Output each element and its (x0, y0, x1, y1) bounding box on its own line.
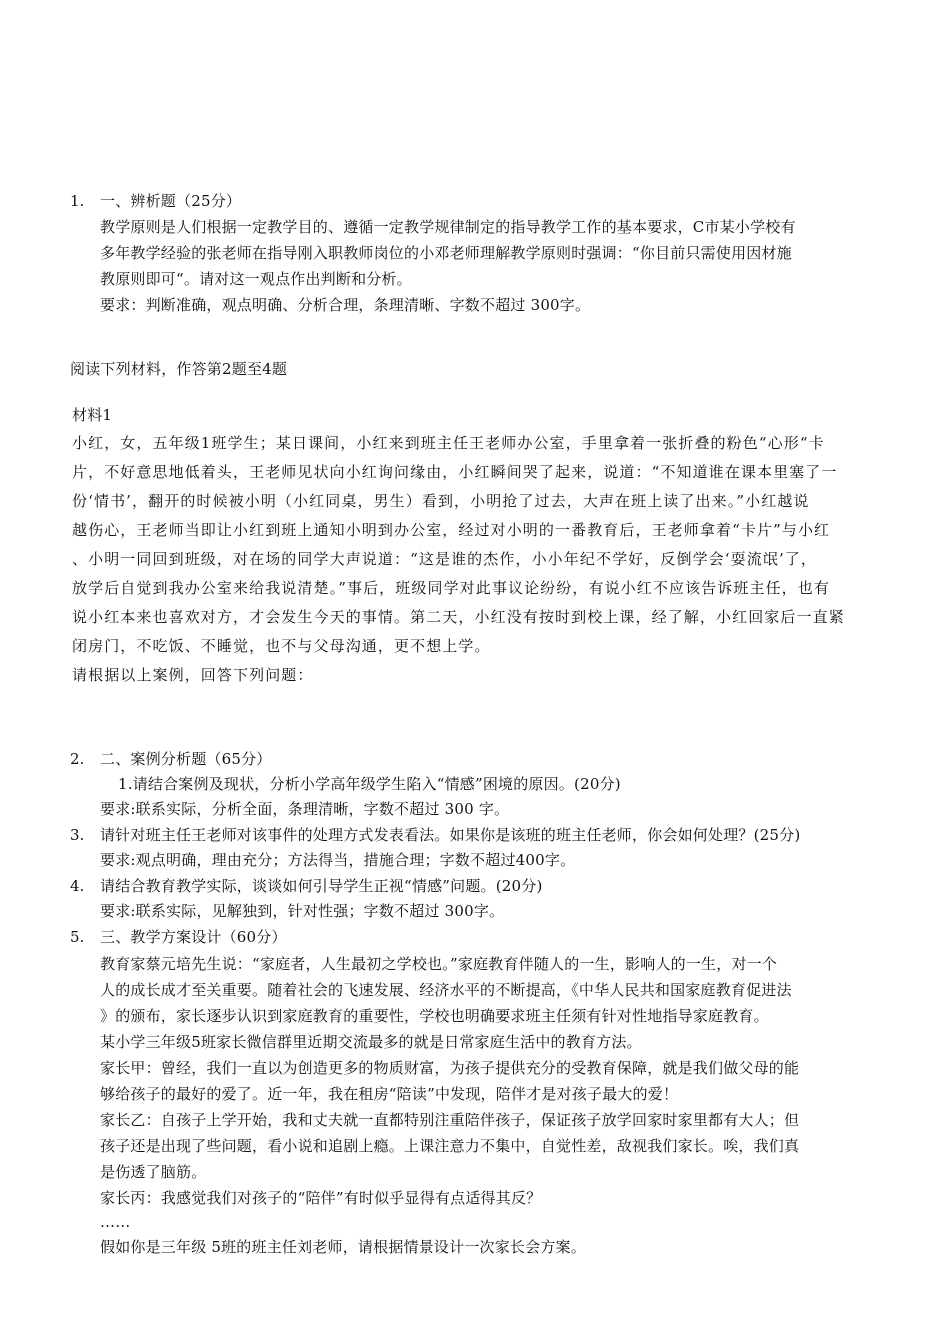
q2-requirement: 要求:联系实际，分析全面，条理清晰，字数不超过 300 字。 (100, 800, 510, 818)
q5-line: 教育家蔡元培先生说：“家庭者，人生最初之学校也。”家庭教育伴随人的一生，影响人的一生，对一个 (100, 955, 778, 973)
q1-requirement: 要求：判断准确，观点明确、分析合理，条理清晰、字数不超过 300字。 (100, 296, 591, 314)
q5-line: 》的颁布，家长逐步认识到家庭教育的重要性，学校也明确要求班主任须有针对性地指导家庭教育。 (100, 1007, 769, 1025)
material-line: 、小明一同回到班级，对在场的同学大声说道：“这是谁的杰作，小小年纪不学好，反倒学会‘耍流氓’了， (72, 550, 818, 568)
q1-body-line: 教原则即可“。请对这一观点作出判断和分析。 (100, 270, 412, 288)
q5-line: 假如你是三年级 5班的班主任刘老师，请根据情景设计一次家长会方案。 (100, 1238, 586, 1256)
material-line: 越伤心，王老师当即让小红到班上通知小明到办公室，经过对小明的一番教育后，王老师拿着“卡片”与小红 (72, 521, 831, 539)
q5-line: 家长乙：自孩子上学开始，我和丈夫就一直都特别注重陪伴孩子，保证孩子放学回家时家里都有大人；但 (100, 1111, 800, 1129)
q5-title: 三、教学方案设计（60分） (100, 928, 287, 946)
material-label: 材料1 (72, 406, 113, 424)
material-line: 片，不好意思地低着头，王老师见状向小红询问缘由，小红瞬间哭了起来，说道：“不知道谁在课本里塞了一 (72, 463, 838, 481)
material-line: 闭房门，不吃饭、不睡觉，也不与父母沟通，更不想上学。 (72, 637, 491, 655)
q1-body-line: 多年教学经验的张老师在指导刚入职教师岗位的小邓老师理解教学原则时强调：“你目前只需使用因材施 (100, 244, 792, 262)
q5-line: 家长甲：曾经，我们一直以为创造更多的物质财富，为孩子提供充分的受教育保障，就是我们做父母的能 (100, 1059, 800, 1077)
material-line: 说小红本来也喜欢对方，才会发生今天的事情。第二天，小红没有按时到校上课，经了解，小红回家后一直紧 (72, 608, 845, 626)
material-prompt: 请根据以上案例，回答下列问题： (72, 666, 314, 684)
material-line: 小红，女，五年级1班学生；某日课间，小红来到班主任王老师办公室，手里拿着一张折叠的粉色“心形“卡 (72, 434, 825, 452)
q5-line: 家长丙：我感觉我们对孩子的“陪伴”有时似乎显得有点适得其反？ (100, 1189, 542, 1207)
q5-ellipsis: …… (100, 1213, 131, 1231)
q3-requirement: 要求:观点明确，理由充分；方法得当，措施合理；字数不超过400字。 (100, 851, 576, 869)
q5-number: 5. (70, 928, 85, 946)
q1-number: 1. (70, 192, 85, 210)
q5-line: 是伤透了脑筋。 (100, 1163, 207, 1181)
q5-line: 够给孩子的最好的爱了。近一年，我在租房“陪读”中发现，陪伴才是对孩子最大的爱！ (100, 1085, 679, 1103)
q5-line: 某小学三年级5班家长微信群里近期交流最多的就是日常家庭生活中的教育方法。 (100, 1033, 642, 1051)
q4-question: 请结合教育教学实际，谈谈如何引导学生正视“情感”问题。(20分) (100, 877, 543, 895)
material-line: 放学后自觉到我办公室来给我说清楚。”事后，班级同学对此事议论纷纷，有说小红不应该告诉班主任，也有 (72, 579, 830, 597)
q5-line: 人的成长成才至关重要。随着社会的飞速发展、经济水平的不断提高，《中华人民共和国家庭教育促进法 (100, 981, 792, 999)
material-line: 份‘情书’，翻开的时候被小明（小红同桌，男生）看到，小明抢了过去，大声在班上读了出来。”小红越说 (72, 492, 810, 510)
q4-number: 4. (70, 877, 85, 895)
q5-line: 孩子还是出现了些问题，看小说和追剧上瘾。上课注意力不集中，自觉性差，敌视我们家长。唉，我们真 (100, 1137, 800, 1155)
q2-question: 1.请结合案例及现状，分析小学高年级学生陷入“情感”困境的原因。(20分) (118, 775, 621, 793)
q3-question: 请针对班主任王老师对该事件的处理方式发表看法。如果你是该班的班主任老师，你会如何处理？(25分) (100, 826, 801, 844)
q1-body-line: 教学原则是人们根据一定教学目的、遵循一定教学规律制定的指导教学工作的基本要求，C市某小学校有 (100, 218, 796, 236)
reading-intro: 阅读下列材料，作答第2题至4题 (70, 360, 288, 378)
q2-number: 2. (70, 750, 85, 768)
q1-title: 一、辨析题（25分） (100, 192, 242, 210)
q3-number: 3. (70, 826, 85, 844)
q2-title: 二、案例分析题（65分） (100, 750, 272, 768)
q4-requirement: 要求:联系实际，见解独到，针对性强；字数不超过 300字。 (100, 902, 505, 920)
